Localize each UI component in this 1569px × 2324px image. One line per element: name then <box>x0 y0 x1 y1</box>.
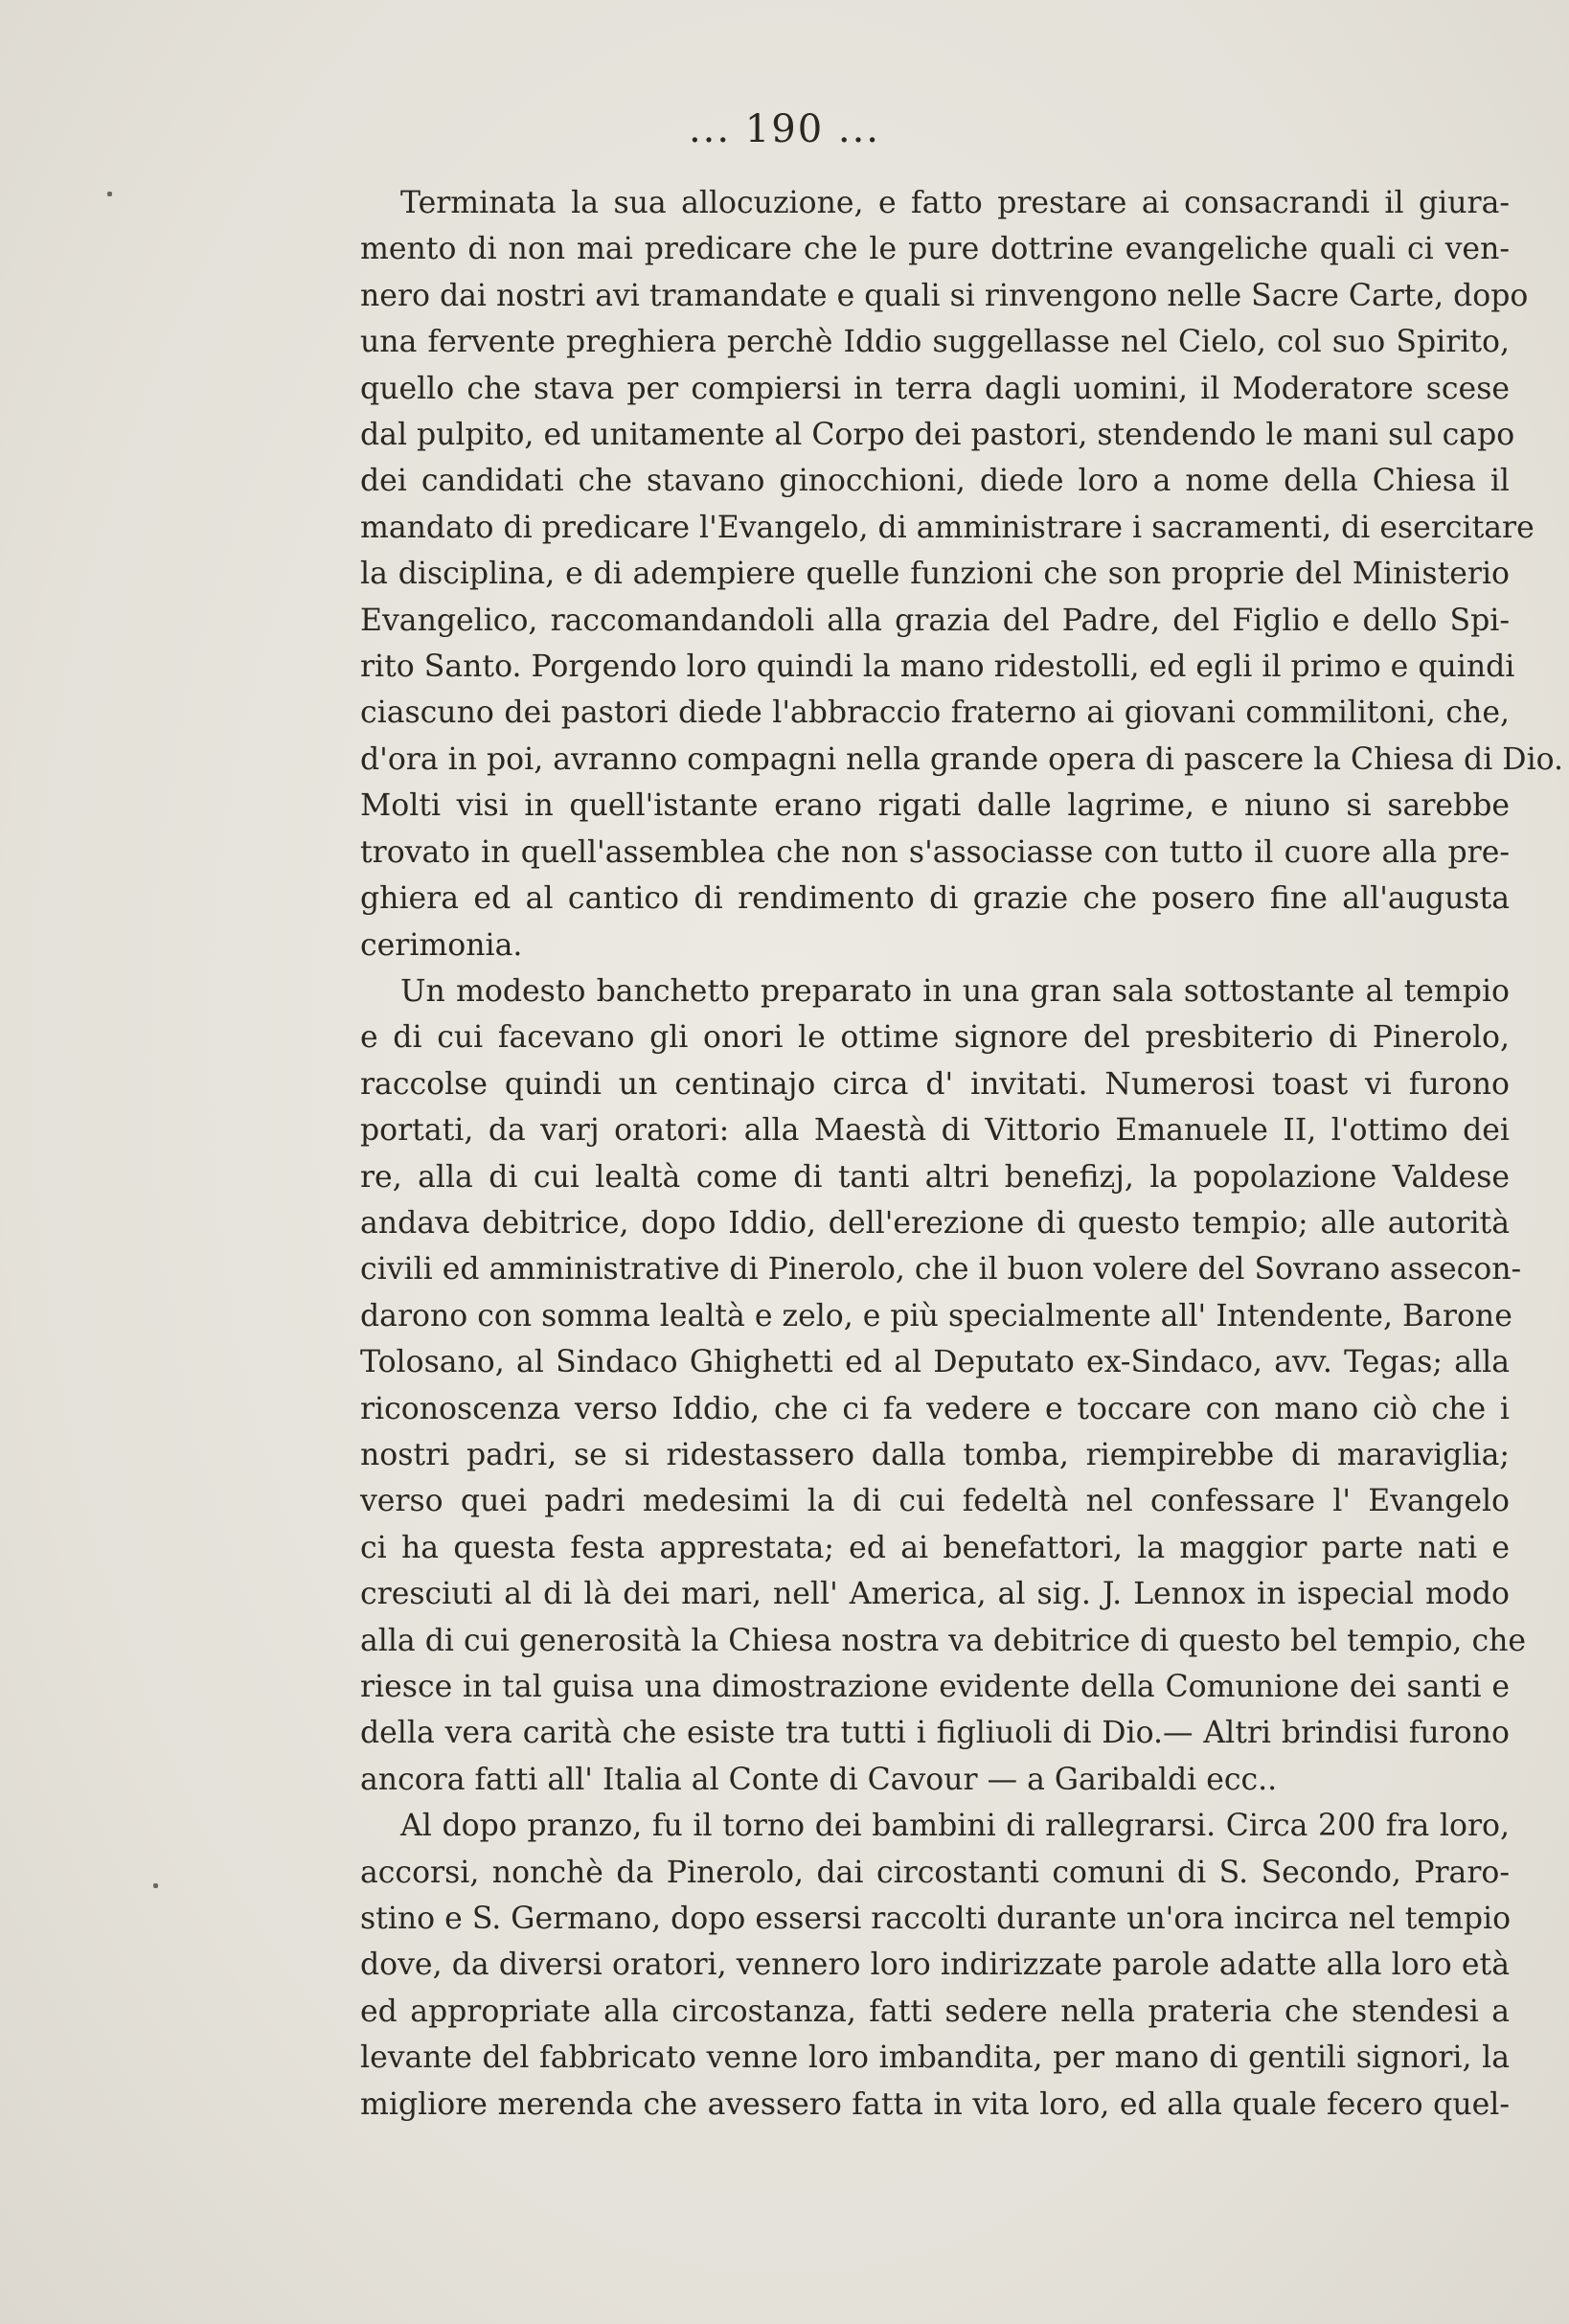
text-line: migliore merenda che avessero fatta in vita loro, ed alla quale fecero quel- <box>360 2086 1510 2122</box>
body-text <box>360 180 1564 2128</box>
text-line: portati, da varj oratori: alla Maestà di Vittorio Emanuele II, l'ottimo dei <box>360 1113 1510 1149</box>
text-line: ghiera ed al cantico di rendimento di grazie che posero fine all'augusta <box>360 881 1510 917</box>
text-line: civili ed amministrative di Pinerolo, che il buon volere del Sovrano assecon- <box>360 1252 1522 1287</box>
text-line: Un modesto banchetto preparato in una gran sala sottostante al tempio <box>400 973 1510 1009</box>
text-line: stino e S. Germano, dopo essersi raccolti durante un'ora incirca nel tempio <box>360 1902 1512 1937</box>
text-line: trovato in quell'assemblea che non s'associasse con tutto il cuore alla pre- <box>360 834 1510 870</box>
text-line: della vera carità che esiste tra tutti i figliuoli di Dio.— Altri brindisi furono <box>360 1716 1510 1751</box>
text-line: riesce in tal guisa una dimostrazione evidente della Comunione dei santi e <box>360 1670 1510 1704</box>
text-line: Al dopo pranzo, fu il torno dei bambini di rallegrarsi. Circa 200 fra loro, <box>400 1809 1510 1844</box>
text-line: dei candidati che stavano ginocchioni, diede loro a nome della Chiesa il <box>360 464 1510 499</box>
text-line: andava debitrice, dopo Iddio, dell'erezione di questo tempio; alle autorità <box>360 1205 1510 1241</box>
text-line: cerimonia. <box>360 927 523 963</box>
text-line: alla di cui generosità la Chiesa nostra va debitrice di questo bel tempio, che <box>360 1623 1527 1658</box>
text-line: una fervente preghiera perchè Iddio suggellasse nel Cielo, col suo Spirito, <box>360 325 1510 360</box>
page-number: ... 190 ... <box>688 107 881 151</box>
text-line: ed appropriate alla circostanza, fatti sedere nella prateria che stendesi a <box>360 1994 1510 2029</box>
text-line: nostri padri, se si ridestassero dalla tomba, riempirebbe di maraviglia; <box>360 1437 1510 1472</box>
text-line: quello che stava per compiersi in terra dagli uomini, il Moderatore scese <box>360 371 1510 406</box>
text-line: ciascuno dei pastori diede l'abbraccio fraterno ai giovani commilitoni, che, <box>360 695 1510 731</box>
text-line: mento di non mai predicare che le pure dottrine evangeliche quali ci ven- <box>360 232 1510 267</box>
text-line: d'ora in poi, avranno compagni nella grande opera di pascere la Chiesa di Dio. <box>360 741 1564 777</box>
text-line: darono con somma lealtà e zelo, e più specialmente all' Intendente, Barone <box>360 1298 1512 1333</box>
text-line: e di cui facevano gli onori le ottime signore del presbiterio di Pinerolo, <box>360 1020 1510 1056</box>
text-line: Tolosano, al Sindaco Ghighetti ed al Deputato ex-Sindaco, avv. Tegas; alla <box>360 1345 1510 1380</box>
scan-speck <box>107 192 112 196</box>
text-line: riconoscenza verso Iddio, che ci fa vedere e toccare con mano ciò che i <box>360 1391 1510 1426</box>
text-line: Molti visi in quell'istante erano rigati dalle lagrime, e niuno si sarebbe <box>360 788 1510 824</box>
scan-speck <box>153 1883 158 1888</box>
text-line: la disciplina, e di adempiere quelle funzioni che son proprie del Ministerio <box>360 557 1510 592</box>
text-line: ci ha questa festa apprestata; ed ai benefattori, la maggior parte nati e <box>360 1530 1510 1565</box>
text-line: Terminata la sua allocuzione, e fatto prestare ai consacrandi il giura- <box>400 186 1510 220</box>
text-line: re, alla di cui lealtà come di tanti altri benefizj, la popolazione Valdese <box>360 1159 1510 1195</box>
text-line: mandato di predicare l'Evangelo, di amministrare i sacramenti, di esercitare <box>360 510 1535 545</box>
text-line: dal pulpito, ed unitamente al Corpo dei pastori, stendendo le mani sul capo <box>360 418 1515 453</box>
text-line: accorsi, nonchè da Pinerolo, dai circostanti comuni di S. Secondo, Praro- <box>360 1855 1510 1890</box>
text-line: verso quei padri medesimi la di cui fedeltà nel confessare l' Evangelo <box>360 1484 1510 1519</box>
text-line: raccolse quindi un centinajo circa d' invitati. Numerosi toast vi furono <box>360 1066 1510 1102</box>
text-line: levante del fabbricato venne loro imbandita, per mano di gentili signori, la <box>360 2040 1510 2076</box>
text-line: nero dai nostri avi tramandate e quali si rinvengono nelle Sacre Carte, dopo <box>360 278 1529 313</box>
text-line: Evangelico, raccomandandoli alla grazia del Padre, del Figlio e dello Spi- <box>360 603 1510 638</box>
text-line: rito Santo. Porgendo loro quindi la mano ridestolli, ed egli il primo e quindi <box>360 649 1515 685</box>
text-line: dove, da diversi oratori, vennero loro indirizzate parole adatte alla loro età <box>360 1948 1510 1983</box>
text-line: cresciuti al di là dei mari, nell' America, al sig. J. Lennox in ispecial modo <box>360 1577 1510 1612</box>
text-line: ancora fatti all' Italia al Conte di Cavour — a Garibaldi ecc.. <box>360 1762 1278 1797</box>
